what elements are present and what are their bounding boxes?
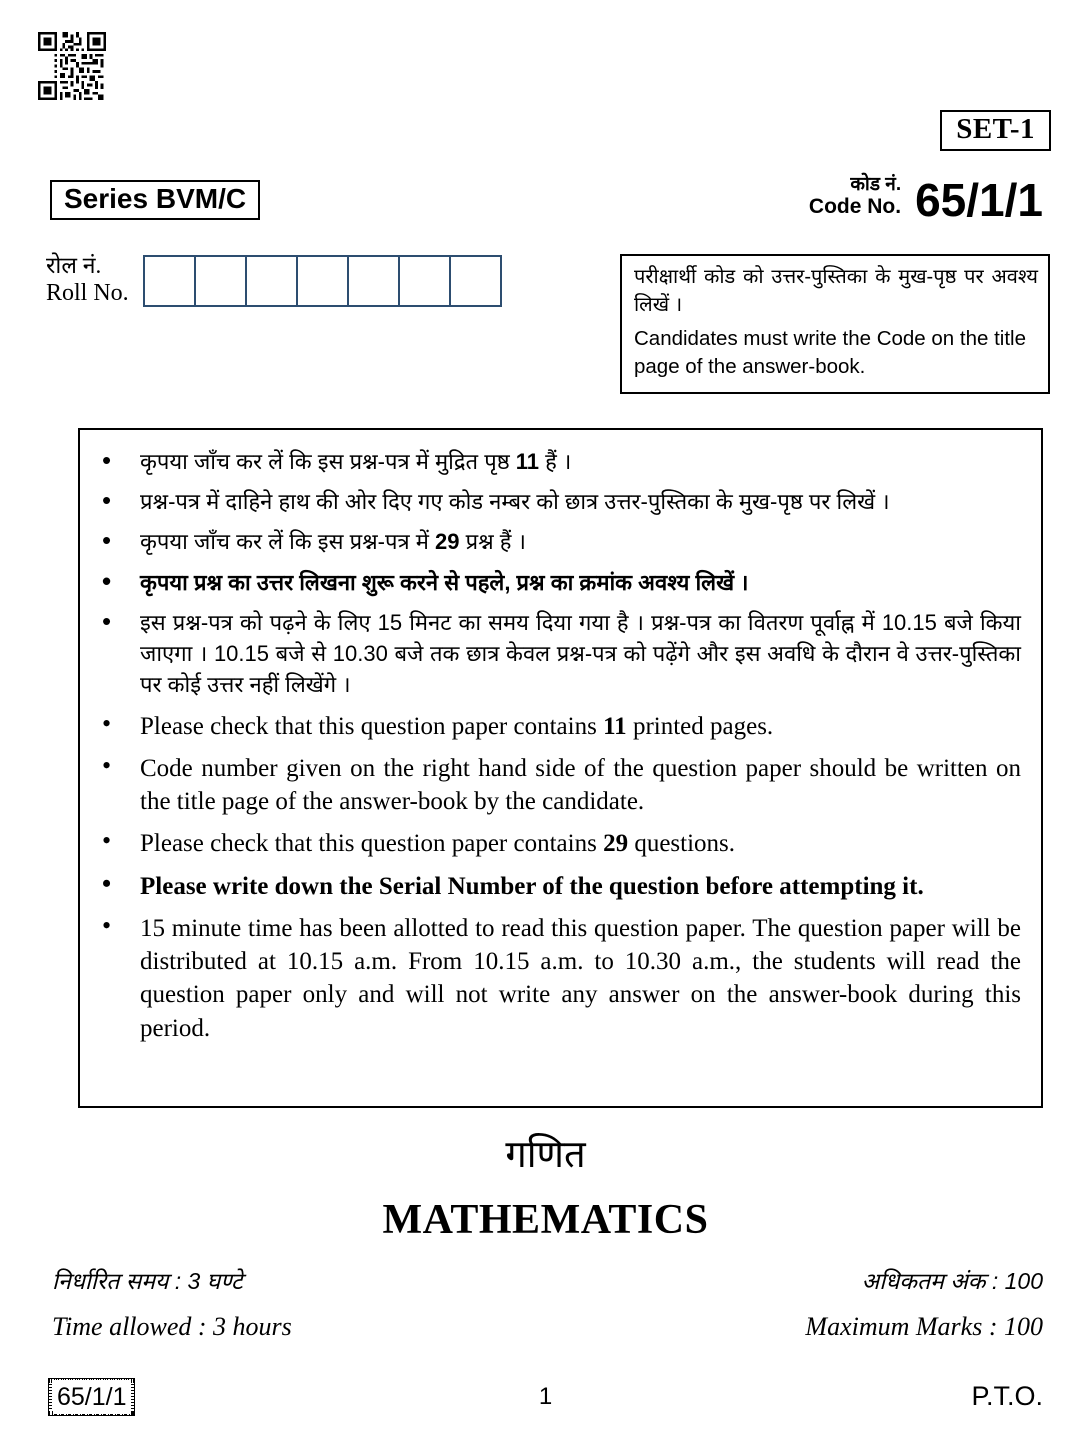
roll-number-grid[interactable] — [143, 255, 502, 307]
maximum-marks-english: Maximum Marks : 100 — [805, 1312, 1043, 1341]
subject-title-hindi: गणित — [505, 1134, 586, 1176]
roll-number-cell[interactable] — [296, 255, 349, 307]
instruction-item: • कृपया जाँच कर लें कि इस प्रश्न-पत्र में 29 प्रश्न हैं । — [94, 526, 1021, 557]
instruction-item: • Please check that this question paper contains 11 printed pages. — [94, 710, 1021, 743]
instruction-item: • कृपया जाँच कर लें कि इस प्रश्न-पत्र में मुद्रित पृष्ठ 11 हैं । — [94, 446, 1021, 477]
roll-number-label-hindi: रोल नं. — [46, 253, 102, 278]
instruction-item: • Please check that this question paper contains 29 questions. — [94, 827, 1021, 860]
pto-label: P.T.O. — [971, 1381, 1043, 1411]
code-notice-english: Candidates must write the Code on the title page of the answer-book. — [634, 327, 1026, 379]
time-allowed-hindi: निर्धारित समय : 3 घण्टे — [52, 1268, 243, 1294]
roll-number-labels — [46, 252, 143, 309]
roll-number-cell[interactable] — [449, 255, 502, 307]
series-badge — [50, 180, 260, 220]
roll-number-cell[interactable] — [194, 255, 247, 307]
roll-number-label-english: Roll No. — [46, 280, 129, 307]
qr-code-icon — [38, 32, 106, 100]
instruction-item: • Please write down the Serial Number of the question before attempting it. — [94, 870, 1021, 903]
time-allowed-english: Time allowed : 3 hours — [52, 1312, 292, 1341]
exam-meta-hindi — [52, 1264, 1043, 1296]
instruction-item: • इस प्रश्न-पत्र को पढ़ने के लिए 15 मिनट का समय दिया गया है । प्रश्न-पत्र का वितरण पूर्वाह्न में 10.15 बजे किया जाएगा । 10.15 बजे से 10.30 बजे तक छात्र केवल प्रश्न-पत्र को पढ़ेंगे और इस अवधि के दौरान वे उत्तर-पुस्तिका पर कोई उत्तर नहीं लिखेंगे । — [94, 607, 1021, 701]
subject-title-english: MATHEMATICS — [382, 1197, 709, 1243]
code-number-labels — [809, 174, 901, 223]
page-footer — [48, 1378, 1043, 1418]
exam-meta-english — [52, 1312, 1043, 1342]
code-number-block — [808, 173, 1043, 226]
series-label: Series BVM/C — [64, 183, 247, 214]
roll-number-block — [46, 252, 502, 309]
instructions-box — [78, 428, 1043, 1108]
roll-number-cell[interactable] — [347, 255, 400, 307]
code-number-label-hindi: कोड नं. — [850, 174, 902, 195]
instruction-item: • प्रश्न-पत्र में दाहिने हाथ की ओर दिए गए कोड नम्बर को छात्र उत्तर-पुस्तिका के मुख-पृष्ठ पर लिखें । — [94, 486, 1021, 517]
instructions-list — [94, 446, 1021, 1045]
roll-number-cell[interactable] — [143, 255, 196, 307]
set-number-label: SET-1 — [956, 113, 1035, 145]
code-number-value: 65/1/1 — [915, 173, 1043, 226]
code-notice-box — [620, 254, 1050, 394]
code-notice-hindi: परीक्षार्थी कोड को उत्तर-पुस्तिका के मुख-पृष्ठ पर अवश्य लिखें । — [634, 266, 1038, 316]
set-number-badge — [940, 110, 1051, 151]
roll-number-cell[interactable] — [398, 255, 451, 307]
instruction-item: • Code number given on the right hand side of the question paper should be written on the title page of the answer-book by the candidate. — [94, 752, 1021, 819]
page-number: 1 — [538, 1383, 553, 1410]
maximum-marks-hindi: अधिकतम अंक : 100 — [861, 1268, 1043, 1294]
footer-code-label: 65/1/1 — [53, 1380, 130, 1414]
instruction-item: • कृपया प्रश्न का उत्तर लिखना शुरू करने से पहले, प्रश्न का क्रमांक अवश्य लिखें । — [94, 567, 1021, 598]
code-number-label-english: Code No. — [808, 195, 902, 219]
roll-number-cell[interactable] — [245, 255, 298, 307]
instruction-item: • 15 minute time has been allotted to read this question paper. The question paper will be distributed at 10.15 a.m. From 10.15 a.m. to 10.30 a.m., the students will read the question paper only and will not write any answer on the answer-book during this period. — [94, 912, 1021, 1045]
